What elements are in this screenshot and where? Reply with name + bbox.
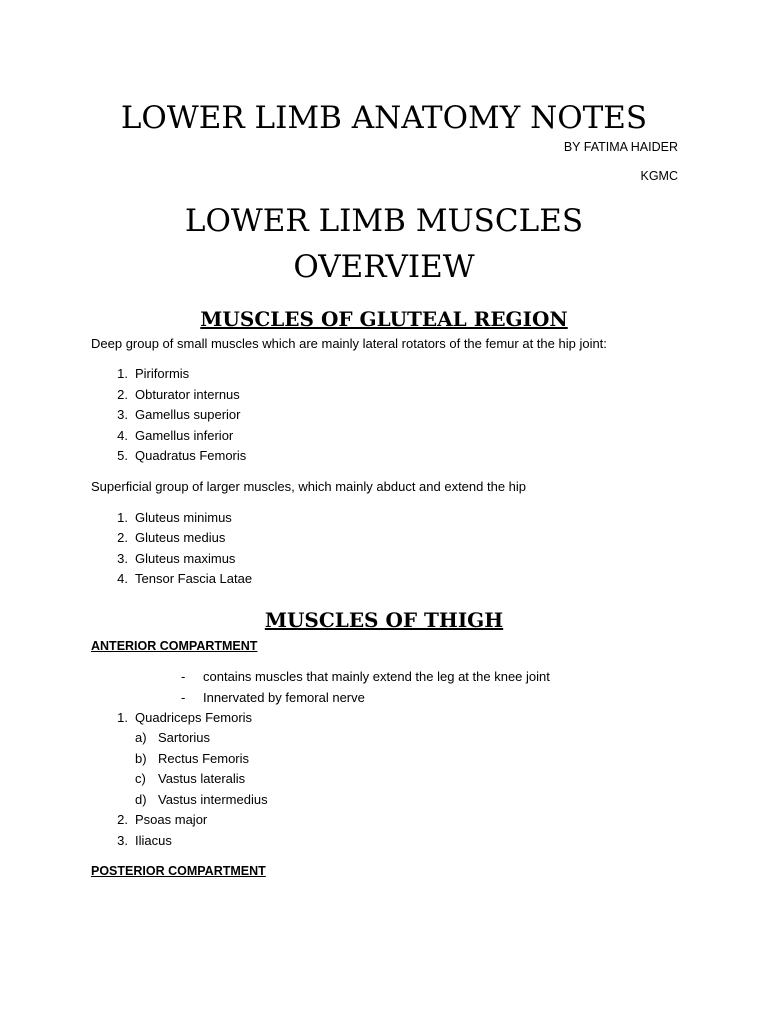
list-number: 2. [117,387,128,402]
sub-list-item: Vastus lateralis [158,771,246,786]
anterior-compartment-heading: ANTERIOR COMPARTMENT [91,639,258,653]
sub-list-item: Vastus intermedius [158,792,268,807]
list-number: 4. [117,428,128,443]
list-item: Gluteus minimus [135,510,232,525]
list-number: 1. [117,366,128,381]
sub-list-label: d) [135,792,147,807]
bullet-text: contains muscles that mainly extend the leg at the knee joint [203,669,550,684]
thigh-heading: MUSCLES OF THIGH [264,608,504,632]
list-number: 2. [117,530,128,545]
list-item: Psoas major [135,812,208,827]
list-item: Gluteus medius [135,530,226,545]
gluteal-heading: MUSCLES OF GLUTEAL REGION [200,307,568,331]
list-number: 3. [117,551,128,566]
bullet-dash: - [181,669,186,684]
subtitle-line-1: LOWER LIMB MUSCLES [184,203,584,239]
list-number: 1. [117,510,128,525]
list-item: Quadratus Femoris [135,448,247,463]
list-item: Gamellus superior [135,407,241,422]
sub-list-label: a) [135,730,147,745]
list-item: Gamellus inferior [135,428,234,443]
sub-list-label: c) [135,771,146,786]
sub-list-item: Rectus Femoris [158,751,250,766]
bullet-text: Innervated by femoral nerve [203,690,365,705]
list-item: Obturator internus [135,387,240,402]
bullet-dash: - [181,690,186,705]
list-number: 1. [117,710,128,725]
list-item: Tensor Fascia Latae [135,571,253,586]
list-item: Gluteus maximus [135,551,236,566]
list-number: 3. [117,407,128,422]
deep-group-intro: Deep group of small muscles which are mainly lateral rotators of the femur at the hip joint: [91,336,607,351]
list-number: 3. [117,833,128,848]
sub-list-item: Sartorius [158,730,211,745]
superficial-group-intro: Superficial group of larger muscles, which mainly abduct and extend the hip [91,479,527,494]
posterior-compartment-heading: POSTERIOR COMPARTMENT [91,864,266,878]
subtitle-line-2: OVERVIEW [293,249,475,285]
institution-line: KGMC [640,169,678,183]
list-number: 2. [117,812,128,827]
list-number: 5. [117,448,128,463]
list-item: Piriformis [135,366,190,381]
document-title: LOWER LIMB ANATOMY NOTES [120,100,648,136]
list-item: Quadriceps Femoris [135,710,253,725]
list-item: Iliacus [135,833,172,848]
sub-list-label: b) [135,751,147,766]
list-number: 4. [117,571,128,586]
author-line: BY FATIMA HAIDER [563,140,678,154]
